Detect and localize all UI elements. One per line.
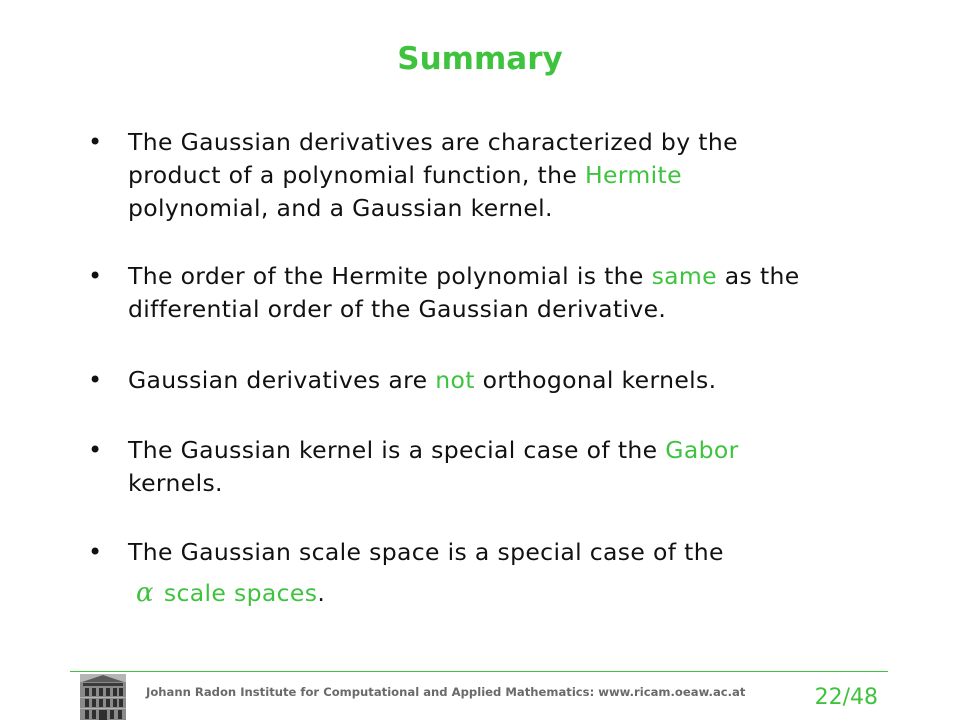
alpha-symbol: α [136, 578, 154, 608]
text-run: Gaussian derivatives are [128, 366, 436, 394]
bullet-dot: • [88, 538, 103, 566]
bullet-dot: • [88, 262, 103, 290]
text-run: product of a polynomial function, the [128, 161, 585, 189]
highlight-term: same [651, 262, 717, 290]
bullet-line [128, 434, 878, 467]
bullet-line [128, 536, 878, 569]
bullet-line [128, 364, 878, 397]
bullet-line [128, 159, 878, 192]
bullet-item-gabor [88, 434, 888, 500]
bullet-line [128, 467, 878, 500]
bullet-text [128, 260, 878, 326]
bullet-line [128, 126, 878, 159]
bullet-line [128, 293, 878, 326]
footer-institute-text: Johann Radon Institute for Computational and Applied Mathematics: www.ricam.oeaw.ac.at [146, 685, 746, 699]
highlight-term: not [435, 366, 475, 394]
text-run: differential order of the Gaussian derivative. [128, 295, 667, 323]
text-run: The Gaussian scale space is a special case of the [128, 538, 724, 566]
bullet-text [128, 364, 878, 397]
bullet-line [128, 192, 878, 225]
bullet-line [128, 577, 878, 610]
bullet-dot: • [88, 436, 103, 464]
page-number: 22/48 [814, 685, 878, 710]
bullet-line [128, 260, 878, 293]
text-run: as the [716, 262, 800, 290]
bullet-item-hermite [88, 126, 888, 226]
highlight-term: scale spaces [163, 579, 318, 607]
text-run: The Gaussian derivatives are characterized by the [128, 128, 738, 156]
highlight-term: Hermite [584, 161, 682, 189]
bullet-text [128, 536, 878, 610]
bullet-item-orthogonal [88, 364, 888, 397]
institute-logo [80, 674, 126, 720]
slide-title: Summary [397, 41, 563, 77]
text-run: The order of the Hermite polynomial is the [128, 262, 652, 290]
bullet-dot: • [88, 128, 103, 156]
highlight-term: Gabor [665, 436, 739, 464]
text-run: . [317, 579, 326, 607]
bullet-text [128, 434, 878, 500]
bullet-dot: • [88, 366, 103, 394]
bullet-text [128, 126, 878, 225]
text-run: The Gaussian kernel is a special case of the [128, 436, 666, 464]
bullet-item-alpha [88, 536, 888, 616]
text-run: kernels. [128, 469, 223, 497]
bullet-item-order [88, 260, 888, 326]
footer-divider [70, 671, 888, 672]
text-run: orthogonal kernels. [474, 366, 717, 394]
text-run: polynomial, and a Gaussian kernel. [128, 194, 553, 222]
